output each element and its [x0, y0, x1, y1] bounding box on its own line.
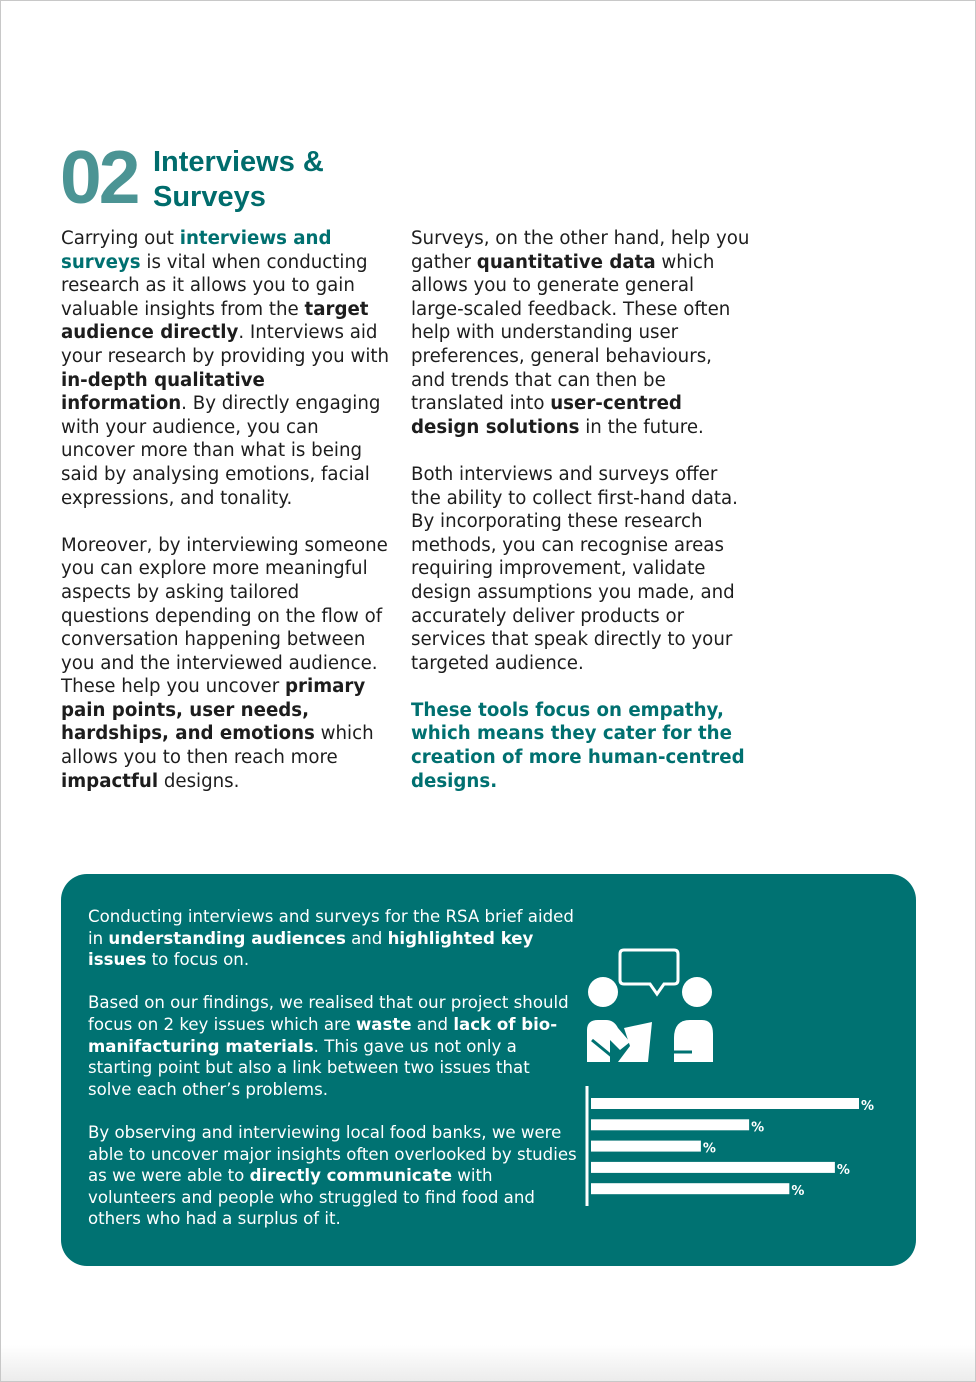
interview-icon — [587, 950, 713, 1062]
panel-paragraph-1: Conducting interviews and surveys for the RSA brief aided in understanding audiences and highlighted key issues to focus on. — [88, 907, 574, 970]
bar-label-3: % — [702, 1141, 716, 1157]
bar-label-5: % — [791, 1184, 805, 1200]
section-title — [153, 145, 324, 215]
bar-5 — [591, 1183, 789, 1194]
title-line-2: Surveys — [153, 181, 266, 213]
bar-2 — [591, 1119, 749, 1130]
bar-4 — [591, 1162, 835, 1173]
bar-label-1: % — [861, 1099, 875, 1114]
findings-text — [88, 906, 578, 1252]
section-number: 02 — [60, 135, 138, 219]
left-paragraph-2: Moreover, by interviewing someone you can explore more meaningful aspects by asking tailored questions depending on the flow of conversation happening between you and the interviewed audience. These help you uncover primary pain points, user needs, hardships, and emotions which allows you to then reach more impactful designs. — [61, 534, 388, 792]
left-column — [61, 227, 391, 817]
title-line-1: Interviews & — [153, 146, 324, 178]
panel-paragraph-2: Based on our findings, we realised that our project should focus on 2 key issues which are waste and lack of bio-manifacturing materials. This gave us not only a starting point but also a link between two issues that solve each other’s problems. — [88, 993, 569, 1099]
illustration — [580, 944, 880, 1214]
right-column — [411, 227, 751, 817]
bar-1 — [591, 1098, 859, 1109]
bar-3 — [591, 1141, 701, 1152]
panel-paragraph-3: By observing and interviewing local food banks, we were able to uncover major insights often overlooked by studies as we were able to directly communicate with volunteers and people who struggled to find food and others who had a surplus of it. — [88, 1122, 577, 1229]
left-paragraph-1: Carrying out interviews and surveys is vital when conducting research as it allows you to gain valuable insights from the target audience directly. Interviews aid your research by providing you with in-depth qualitative information. By directly engaging with your audience, you can uncover more than what is being said by analysing emotions, facial expressions, and tonality. — [61, 228, 390, 509]
page-bottom-shadow — [1, 1345, 975, 1381]
right-paragraph-2: Both interviews and surveys offer the ability to collect first-hand data. By incorporating these research methods, you can recognise areas requiring improvement, validate design assumptions you made, and accurately deliver products or services that speak directly to your targeted audience. — [411, 463, 738, 674]
bar-label-4: % — [836, 1162, 850, 1178]
bar-chart-icon — [587, 1086, 874, 1206]
right-paragraph-1: Surveys, on the other hand, help you gather quantitative data which allows you to generate general large-scaled feedback. These often help with understanding user preferences, general behaviours, and trends that can then be translated into user-centred design solutions in the future. — [411, 228, 750, 438]
callout-text: These tools focus on empathy, which means they cater for the creation of more human-centred designs. — [411, 699, 745, 792]
bar-label-2: % — [751, 1120, 765, 1136]
